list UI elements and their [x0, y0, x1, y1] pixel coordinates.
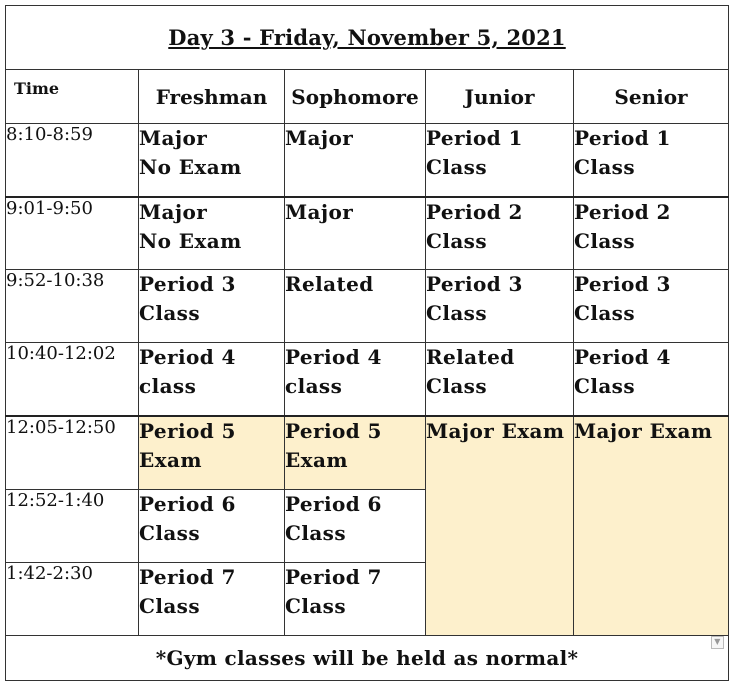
senior-cell — [574, 270, 729, 343]
cell-line: Class — [139, 301, 200, 325]
cell-line: No Exam — [139, 228, 242, 253]
junior-cell — [426, 124, 574, 197]
cell-line: Period 6 — [285, 492, 382, 516]
cell-line: Class — [285, 594, 346, 618]
schedule-table — [5, 5, 729, 681]
cell-line: Period 3 — [139, 272, 236, 296]
cell-line: Major — [285, 199, 354, 224]
cell-line: Major — [139, 126, 208, 150]
header-time: Time — [6, 70, 139, 124]
freshman-cell — [139, 343, 285, 416]
header-senior: Senior — [574, 70, 729, 124]
footer-note: *Gym classes will be held as normal* — [155, 646, 579, 670]
senior-major-exam-cell — [574, 416, 729, 636]
cell-line: Period 1 — [426, 126, 523, 150]
cell-line: Period 2 — [426, 199, 523, 224]
cell-line: Period 3 — [426, 272, 523, 296]
junior-cell — [426, 197, 574, 270]
header-freshman: Freshman — [139, 70, 285, 124]
cell-line: Class — [574, 228, 635, 253]
cell-line: Class — [426, 155, 487, 179]
freshman-cell — [139, 416, 285, 490]
cell-line: Major Exam — [574, 418, 713, 443]
cell-line: class — [285, 374, 343, 398]
cell-line: Major — [285, 126, 354, 150]
sophomore-cell — [285, 563, 426, 636]
freshman-cell — [139, 124, 285, 197]
table-row — [6, 270, 729, 343]
sophomore-cell — [285, 490, 426, 563]
footer-note-cell — [6, 636, 729, 681]
time-cell: 12:05-12:50 — [6, 416, 139, 490]
cell-line: Period 5 — [285, 418, 382, 443]
senior-cell — [574, 343, 729, 416]
table-row — [6, 343, 729, 416]
cell-line: Class — [139, 521, 200, 545]
cell-line: Class — [285, 521, 346, 545]
sophomore-cell — [285, 124, 426, 197]
title-cell — [6, 6, 729, 70]
time-cell: 9:52-10:38 — [6, 270, 139, 343]
cell-line: Period 1 — [574, 126, 671, 150]
cell-line: Class — [426, 301, 487, 325]
cell-line: Period 4 — [139, 345, 236, 369]
time-cell: 9:01-9:50 — [6, 197, 139, 270]
cell-line: Period 4 — [285, 345, 382, 369]
sophomore-cell — [285, 197, 426, 270]
header-junior: Junior — [426, 70, 574, 124]
freshman-cell — [139, 563, 285, 636]
cell-line: Class — [574, 155, 635, 179]
cell-line: Related — [426, 345, 515, 369]
cell-line: Period 7 — [285, 565, 382, 589]
chevron-down-icon[interactable]: ▼ — [711, 636, 724, 649]
time-cell: 1:42-2:30 — [6, 563, 139, 636]
cell-line: Period 4 — [574, 345, 671, 369]
page-title: Day 3 - Friday, November 5, 2021 — [168, 25, 566, 50]
cell-line: Period 7 — [139, 565, 236, 589]
cell-line: Major Exam — [426, 418, 565, 443]
cell-line: Class — [139, 594, 200, 618]
time-cell: 10:40-12:02 — [6, 343, 139, 416]
cell-line: Period 5 — [139, 418, 236, 443]
freshman-cell — [139, 270, 285, 343]
cell-line: Class — [426, 228, 487, 253]
header-sophomore: Sophomore — [285, 70, 426, 124]
table-row — [6, 416, 729, 490]
cell-line: Period 2 — [574, 199, 671, 224]
freshman-cell — [139, 490, 285, 563]
time-cell: 8:10-8:59 — [6, 124, 139, 197]
cell-line: Exam — [139, 447, 202, 472]
cell-line: Class — [574, 301, 635, 325]
sophomore-cell — [285, 416, 426, 490]
sophomore-cell — [285, 270, 426, 343]
cell-line: class — [139, 374, 197, 398]
cell-line: Period 6 — [139, 492, 236, 516]
table-row — [6, 197, 729, 270]
cell-line: Exam — [285, 447, 348, 472]
junior-cell — [426, 343, 574, 416]
sophomore-cell — [285, 343, 426, 416]
time-cell: 12:52-1:40 — [6, 490, 139, 563]
senior-cell — [574, 197, 729, 270]
senior-cell — [574, 124, 729, 197]
cell-line: Major — [139, 199, 208, 224]
freshman-cell — [139, 197, 285, 270]
table-row — [6, 124, 729, 197]
cell-line: No Exam — [139, 155, 242, 179]
junior-cell — [426, 270, 574, 343]
cell-line: Class — [426, 374, 487, 398]
junior-major-exam-cell — [426, 416, 574, 636]
cell-line: Class — [574, 374, 635, 398]
cell-line: Related — [285, 272, 374, 296]
cell-line: Period 3 — [574, 272, 671, 296]
